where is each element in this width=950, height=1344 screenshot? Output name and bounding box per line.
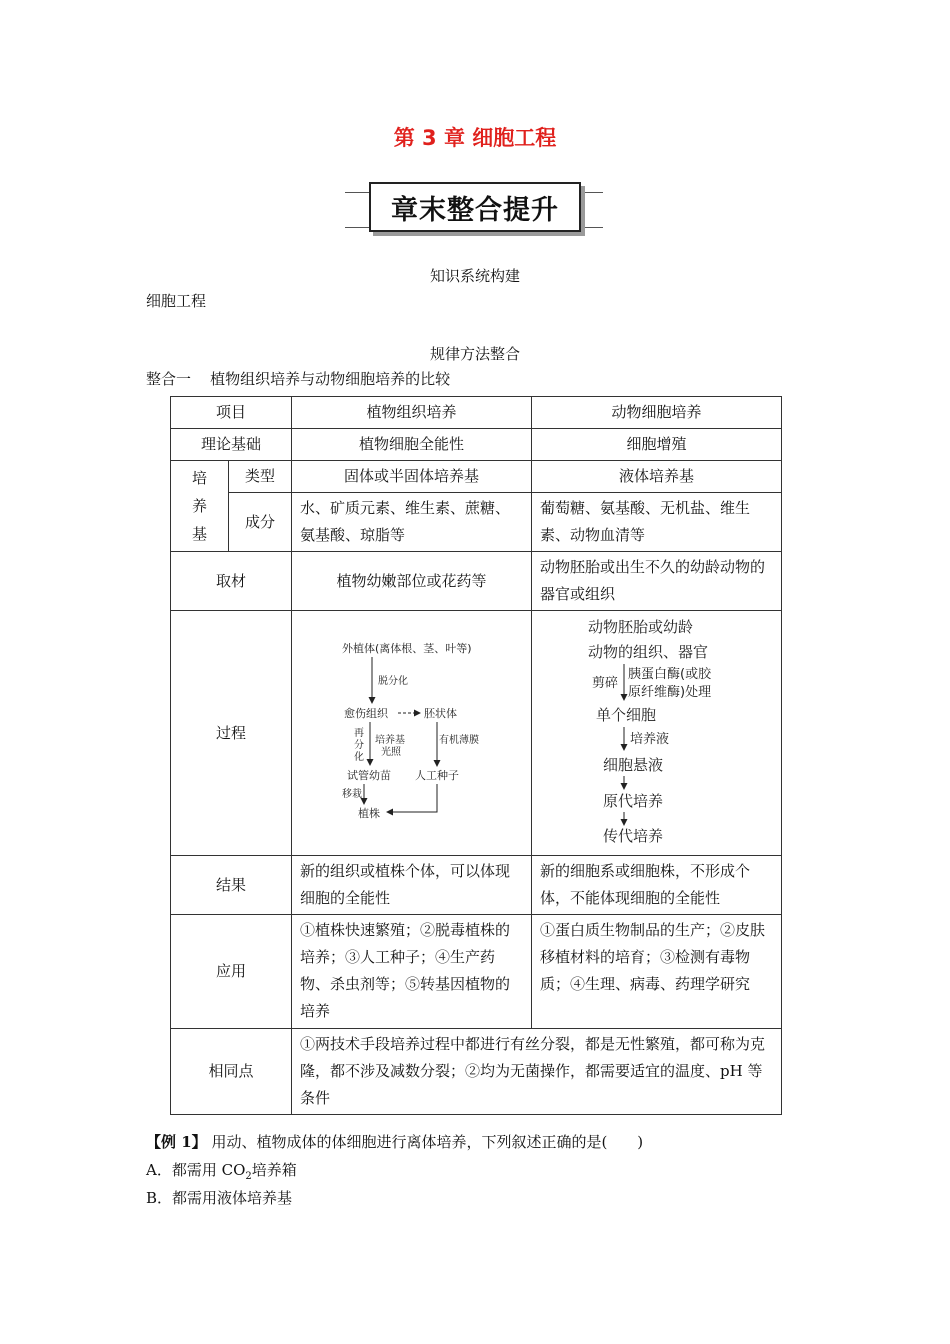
- chapter-title: 第 3 章 细胞工程: [393, 126, 557, 150]
- row-label-application: 应用: [171, 915, 292, 1029]
- table-row: [171, 429, 782, 461]
- cell-animal-theory: 细胞增殖: [532, 429, 782, 461]
- table-row: [171, 461, 782, 493]
- cell-plant-material: 植物幼嫩部位或花药等: [292, 552, 532, 611]
- table-row: [171, 1029, 782, 1115]
- cell-animal-result: 新的细胞系或细胞株，不形成个体，不能体现细胞的全能性: [532, 856, 782, 915]
- cell-plant-result: 新的组织或植株个体，可以体现细胞的全能性: [292, 856, 532, 915]
- row-label-process: 过程: [171, 611, 292, 856]
- mince-label: 剪碎: [592, 675, 619, 691]
- row-label-type: 类型: [229, 461, 292, 493]
- option-a-suffix: 培养箱: [251, 1161, 297, 1179]
- arrow-seed-to-plant: [387, 784, 437, 812]
- option-a: [146, 1159, 297, 1182]
- section-knowledge-heading: 知识系统构建: [429, 267, 520, 285]
- animal-process-diagram: [532, 612, 782, 855]
- redifferentiation-label-3: 化: [354, 751, 365, 763]
- plant-process-cell: [292, 611, 532, 856]
- option-a-prefix: A．都需用 CO: [146, 1161, 246, 1179]
- integration-title: 整合一 植物组织培养与动物细胞培养的比较: [146, 370, 451, 388]
- medium-label-text: 培养基: [191, 469, 207, 543]
- seedling-node: 试管幼苗: [347, 768, 392, 782]
- light-label: 光照: [381, 746, 402, 758]
- dedifferentiation-label: 脱分化: [378, 675, 409, 687]
- section-banner: [345, 182, 603, 234]
- example-question: [146, 1131, 643, 1152]
- example-question-text: 用动、植物成体的体细胞进行离体培养，下列叙述正确的是( ): [211, 1133, 644, 1151]
- artificial-seed-node: 人工种子: [415, 768, 460, 782]
- transplant-label: 移栽: [342, 788, 363, 800]
- film-label: 有机薄膜: [439, 734, 480, 746]
- table-row: [171, 493, 782, 552]
- table-row: [171, 856, 782, 915]
- enzyme-label-1: 胰蛋白酶(或胶: [628, 666, 712, 682]
- header-plant: 植物组织培养: [292, 397, 532, 429]
- example-tag: 【例 1】: [146, 1133, 207, 1151]
- suspension-node: 细胞悬液: [603, 755, 664, 774]
- redifferentiation-label-1: 再: [354, 727, 365, 739]
- comparison-table: [170, 396, 782, 1115]
- header-animal: 动物细胞培养: [532, 397, 782, 429]
- section-methods-heading: 规律方法整合: [429, 345, 520, 363]
- option-a-subscript: 2: [245, 1171, 252, 1182]
- medium-label: 培养基: [375, 734, 406, 746]
- primary-culture-node: 原代培养: [603, 791, 664, 810]
- table-row: [171, 552, 782, 611]
- cell-plant-type: 固体或半固体培养基: [292, 461, 532, 493]
- row-label-material: 取材: [171, 552, 292, 611]
- option-b: B．都需用液体培养基: [146, 1189, 293, 1207]
- table-row: [171, 915, 782, 1029]
- animal-source-line1: 动物胚胎或幼龄: [588, 617, 694, 636]
- row-label-result: 结果: [171, 856, 292, 915]
- row-label-composition: 成分: [229, 493, 292, 552]
- table-row: [171, 611, 782, 856]
- callus-node: 愈伤组织: [344, 706, 389, 720]
- cell-animal-type: 液体培养基: [532, 461, 782, 493]
- explant-node: 外植体(离体根、茎、叶等): [342, 641, 472, 655]
- header-item: 项目: [171, 397, 292, 429]
- embryoid-node: 胚状体: [424, 706, 458, 720]
- animal-process-cell: [532, 611, 782, 856]
- redifferentiation-label-2: 分: [354, 739, 365, 751]
- row-label-common: 相同点: [171, 1029, 292, 1115]
- subculture-node: 传代培养: [603, 826, 664, 845]
- animal-source-line2: 动物的组织、器官: [588, 642, 709, 661]
- cell-plant-application: ①植株快速繁殖；②脱毒植株的培养；③人工种子；④生产药物、杀虫剂等；⑤转基因植物的培养: [292, 915, 532, 1029]
- row-label-theory: 理论基础: [171, 429, 292, 461]
- row-label-medium: [171, 461, 229, 552]
- cell-animal-application: ①蛋白质生物制品的生产；②皮肤移植材料的培育；③检测有毒物质；④生理、病毒、药理学研究: [532, 915, 782, 1029]
- cell-plant-composition: 水、矿质元素、维生素、蔗糖、氨基酸、琼脂等: [292, 493, 532, 552]
- plant-node: 植株: [358, 806, 381, 820]
- subject-label: 细胞工程: [146, 292, 207, 310]
- single-cell-node: 单个细胞: [596, 705, 657, 724]
- cell-common: ①两技术手段培养过程中都进行有丝分裂，都是无性繁殖，都可称为克隆，都不涉及减数分裂；②均为无菌操作，都需要适宜的温度、pH 等条件: [292, 1029, 782, 1115]
- cell-plant-theory: 植物细胞全能性: [292, 429, 532, 461]
- cell-animal-material: 动物胚胎或出生不久的幼龄动物的器官或组织: [532, 552, 782, 611]
- banner-title: 章末整合提升: [391, 195, 559, 226]
- culture-liquid-label: 培养液: [630, 731, 670, 747]
- enzyme-label-2: 原纤维酶)处理: [628, 684, 712, 700]
- plant-process-diagram: [292, 612, 532, 855]
- table-row: [171, 397, 782, 429]
- cell-animal-composition: 葡萄糖、氨基酸、无机盐、维生素、动物血清等: [532, 493, 782, 552]
